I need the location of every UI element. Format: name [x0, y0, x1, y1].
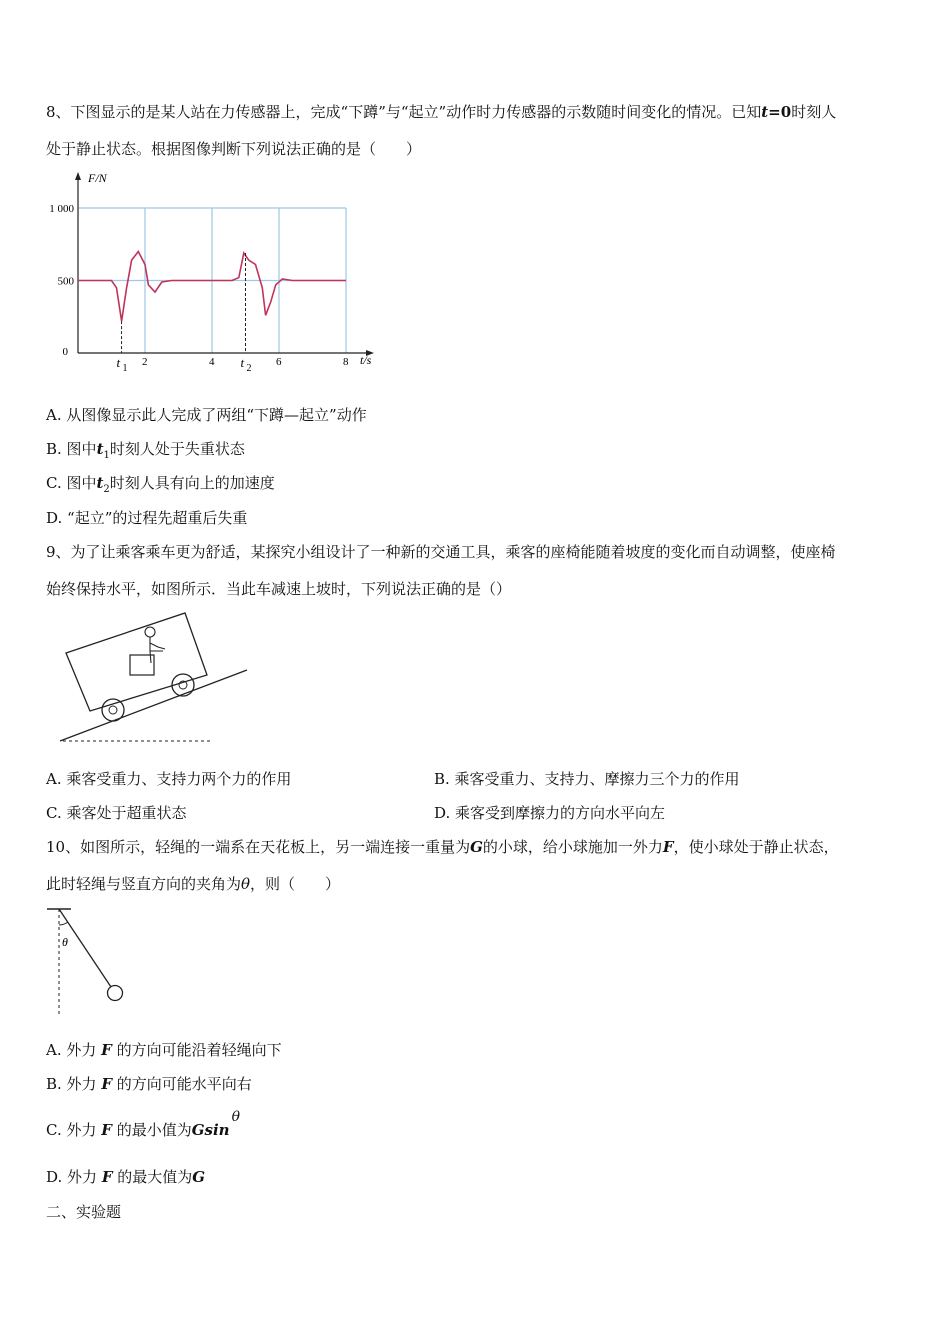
q8-c-sub: 2 [103, 484, 110, 495]
y-axis-label: F/N [88, 171, 107, 185]
mark-sub-t2: 2 [246, 363, 252, 373]
q10-a-f: F [101, 1041, 112, 1059]
q8-c-pre: C. 图中 [46, 474, 97, 492]
y-tick-label: 500 [57, 275, 74, 288]
q8-option-c [46, 473, 275, 500]
q10-d-mid: 的最大值为 [117, 1168, 193, 1186]
q10-text-mid: 的小球，给小球施加一外力 [482, 838, 663, 856]
q10-d-pre: D. 外力 [46, 1168, 98, 1186]
ball [108, 986, 123, 1001]
q10-d-val: G [192, 1168, 206, 1186]
q9-option-c: C. 乘客处于超重状态 [46, 804, 187, 822]
car-body [66, 613, 207, 711]
q10-d-f: F [101, 1168, 113, 1186]
q10-b-pre: B. 外力 [46, 1075, 97, 1093]
q10-c-theta: θ [231, 1109, 241, 1125]
q8-c-t: t [96, 474, 104, 492]
q10-line1 [46, 837, 839, 857]
q8-text: 8、下图显示的是某人站在力传感器上，完成“下蹲”与“起立”动作时力传感器的示数随时间变化的情况。已知 [46, 103, 762, 121]
passenger-head [145, 627, 155, 637]
chart-axes [75, 172, 374, 356]
q10-c-f: F [101, 1121, 112, 1139]
force-time-chart [40, 168, 390, 373]
q8-b-post: 时刻人处于失重状态 [109, 440, 245, 458]
x-tick-label: 4 [209, 356, 215, 368]
q9-option-b: B. 乘客受重力、支持力、摩擦力三个力的作用 [434, 770, 740, 788]
x-tick-label: 8 [343, 356, 349, 368]
q10-b-f: F [101, 1075, 112, 1093]
chart-marks [117, 253, 252, 373]
pendulum-figure [45, 903, 135, 1018]
x-tick-label: 6 [276, 356, 282, 368]
incline-car-figure [55, 605, 255, 745]
q8-b-sub: 1 [103, 450, 110, 461]
passenger-body [150, 637, 165, 663]
q8-option-b [46, 439, 245, 466]
q10-text-end: ，使小球处于静止状态， [673, 838, 839, 856]
q8-eq: =0 [768, 103, 792, 121]
chart-ticks [49, 203, 349, 368]
angle-arc [59, 922, 68, 925]
section-title: 二、实验题 [46, 1203, 122, 1221]
q8-text-end: 时刻人 [791, 103, 837, 121]
mark-label-t1: t [116, 355, 121, 370]
q10-c-pre: C. 外力 [46, 1121, 97, 1139]
q10-a-pre: A. 外力 [46, 1041, 97, 1059]
angle-label: θ [62, 935, 68, 949]
q10-c-mid: 的最小值为 [116, 1121, 192, 1139]
q10-option-c [46, 1109, 241, 1141]
q8-b-t: t [96, 440, 104, 458]
q10-a-post: 的方向可能沿着轻绳向下 [116, 1041, 282, 1059]
q10-var-g: G [470, 838, 483, 856]
x-axis-label: t/s [360, 353, 372, 367]
mark-sub-t1: 1 [122, 363, 128, 373]
q8-option-d: D. “起立”的过程先超重后失重 [46, 509, 248, 527]
mark-label-t2: t [240, 355, 245, 370]
q10-line2 [46, 874, 340, 894]
q10-b-post: 的方向可能水平向右 [116, 1075, 252, 1093]
q9-option-d: D. 乘客受到摩擦力的方向水平向左 [434, 804, 666, 822]
y-axis-arrow [75, 172, 81, 180]
q9-option-a: A. 乘客受重力、支持力两个力的作用 [46, 770, 292, 788]
q9-line1: 9、为了让乘客乘车更为舒适，某探究小组设计了一种新的交通工具，乘客的座椅能随着坡度的变化而自动调整，使座椅 [46, 543, 836, 561]
q8-var-t: t [761, 103, 769, 121]
q10-option-d [46, 1167, 205, 1187]
q10-option-a [46, 1040, 282, 1060]
q10-text: 10、如图所示，轻绳的一端系在天花板上，另一端连接一重量为 [46, 838, 471, 856]
q10-theta: θ [241, 875, 251, 893]
q10-line2-text: 此时轻绳与竖直方向的夹角为 [46, 875, 242, 893]
q8-c-post: 时刻人具有向上的加速度 [109, 474, 275, 492]
y-tick-label: 0 [62, 346, 68, 358]
rear-wheel-hub [109, 706, 117, 714]
q8-line1 [46, 102, 836, 122]
q9-line2: 始终保持水平，如图所示．当此车减速上坡时，下列说法正确的是（） [46, 580, 512, 598]
q10-c-val: Gsin [191, 1121, 230, 1139]
q10-var-f: F [662, 838, 674, 856]
q10-option-b [46, 1074, 252, 1094]
rear-wheel [102, 699, 124, 721]
q8-b-pre: B. 图中 [46, 440, 97, 458]
x-tick-label: 2 [142, 356, 148, 368]
q8-option-a: A. 从图像显示此人完成了两组“下蹲—起立”动作 [46, 406, 367, 424]
y-tick-label: 1 000 [49, 203, 74, 215]
q10-line2-end: ，则（ ） [250, 875, 341, 893]
q8-line2: 处于静止状态。根据图像判断下列说法正确的是（ ） [46, 140, 422, 158]
